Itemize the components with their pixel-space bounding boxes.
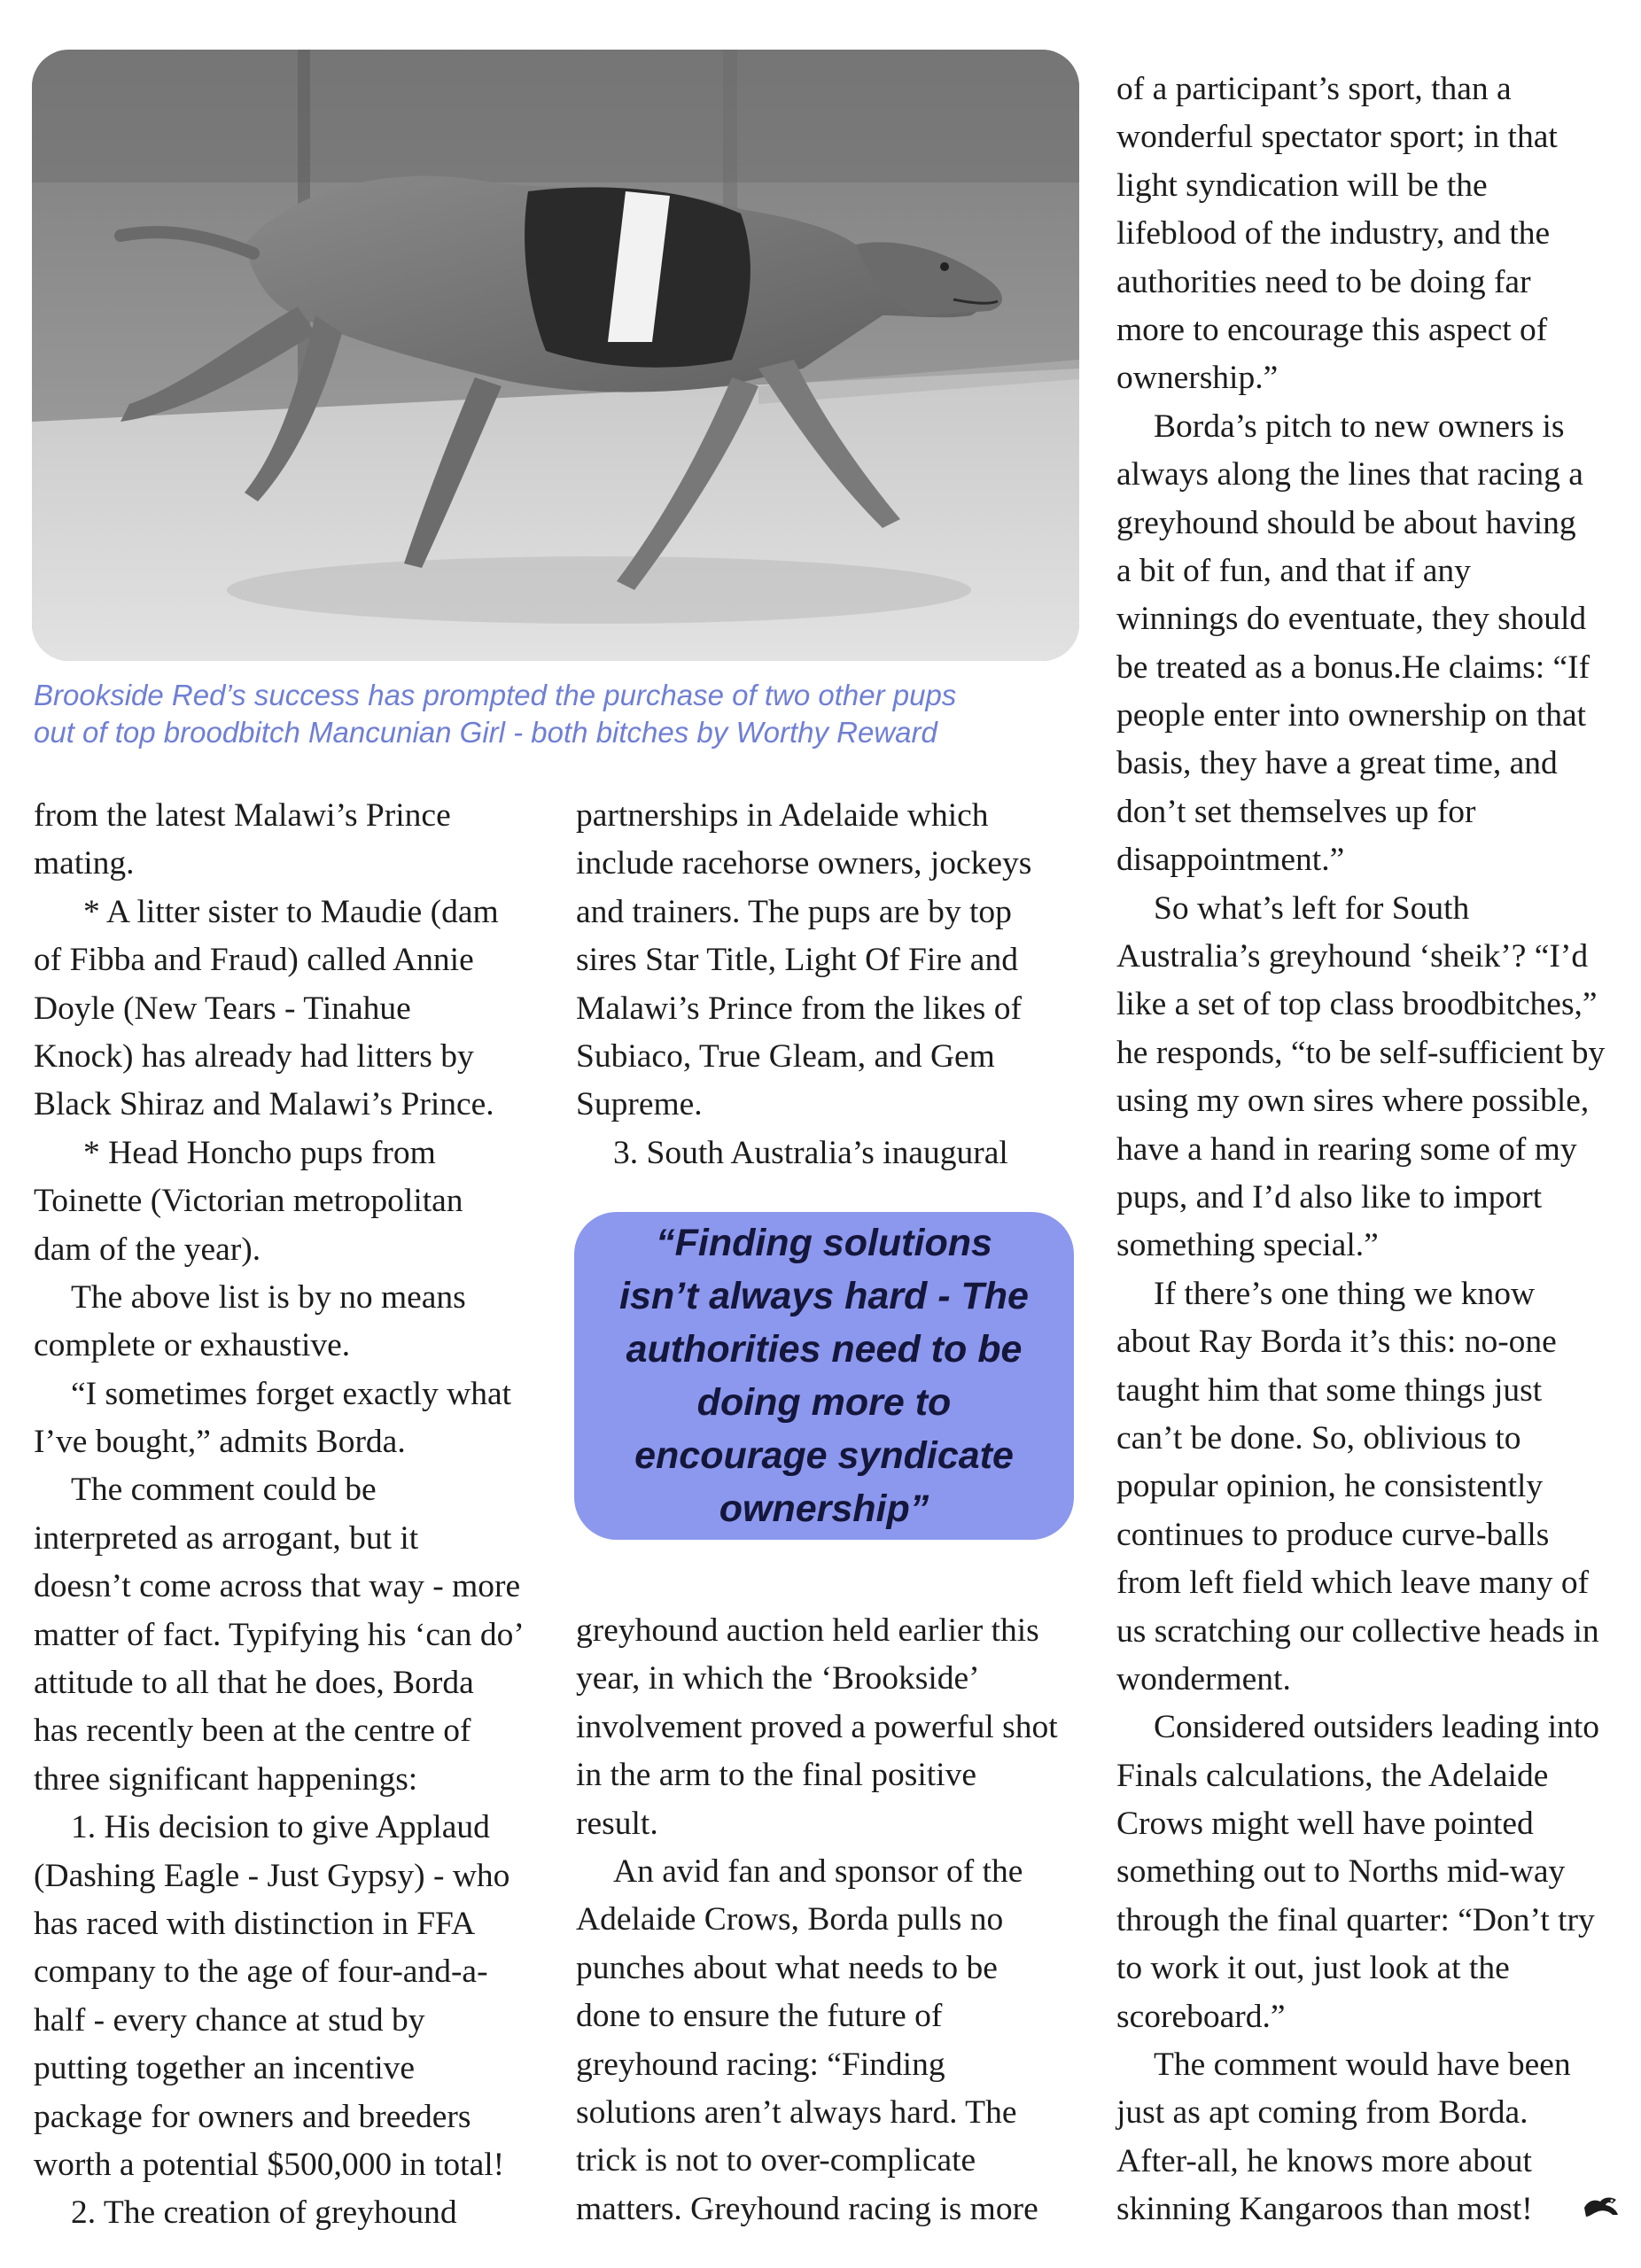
text-line: something special.”	[1116, 1227, 1379, 1264]
text-line: has recently been at the centre of	[34, 1713, 471, 1750]
text-line: doesn’t come across that way - more	[34, 1568, 521, 1605]
text-line: taught him that some things just	[1116, 1371, 1543, 1409]
text-line: Borda’s pitch to new owners is	[1154, 408, 1565, 445]
text-line: greyhound auction held earlier this	[576, 1612, 1039, 1649]
text-line: mating.	[34, 845, 135, 882]
caption-line: Brookside Red’s success has prompted the purchase of two other pups	[34, 679, 957, 711]
text-line: he responds, “to be self-sufficient by	[1116, 1034, 1606, 1071]
text-line: from the latest Malawi’s Prince	[34, 797, 451, 834]
text-line: Doyle (New Tears - Tinahue	[34, 990, 411, 1027]
pull-quote-line: ownership”	[719, 1487, 929, 1530]
greyhound-racing-illustration	[32, 50, 1079, 661]
text-line: sires Star Title, Light Of Fire and	[576, 942, 1018, 979]
text-line: half - every chance at stud by	[34, 2001, 425, 2039]
text-line: attitude to all that he does, Borda	[34, 1665, 474, 1702]
kangaroo-end-mark-icon	[1583, 2194, 1620, 2220]
text-line: always along the lines that racing a	[1116, 456, 1583, 493]
text-line: continues to produce curve-balls	[1116, 1516, 1550, 1553]
greyhound-photo	[32, 50, 1079, 661]
text-line: Supreme.	[576, 1086, 703, 1123]
text-line: Knock) has already had litters by	[34, 1037, 474, 1075]
text-line: and trainers. The pups are by top	[576, 893, 1012, 930]
text-line: scoreboard.”	[1116, 1998, 1286, 2035]
text-line: worth a potential $500,000 in total!	[34, 2146, 505, 2183]
article-column-1	[34, 792, 548, 2238]
text-line: light syndication will be the	[1116, 167, 1488, 204]
article-column-2-top	[576, 792, 1090, 1177]
text-line: Toinette (Victorian metropolitan	[34, 1183, 463, 1220]
text-line: Subiaco, True Gleam, and Gem	[576, 1037, 995, 1075]
text-line: 3. South Australia’s inaugural	[613, 1134, 1008, 1171]
pull-quote-line: “Finding solutions	[656, 1222, 992, 1264]
text-line: us scratching our collective heads in	[1116, 1612, 1599, 1650]
text-line: has raced with distinction in FFA	[34, 1905, 476, 1942]
text-line: pups, and I’d also like to import	[1116, 1178, 1543, 1216]
text-line: greyhound racing: “Finding	[576, 2046, 945, 2083]
text-line: ownership.”	[1116, 360, 1279, 397]
text-line: result.	[576, 1805, 658, 1842]
pull-quote-line: isn’t always hard - The	[619, 1275, 1029, 1317]
text-line: like a set of top class broodbitches,”	[1116, 986, 1598, 1023]
article-column-3	[1116, 66, 1622, 2234]
text-line: greyhound should be about having	[1116, 504, 1576, 541]
text-line: about Ray Borda it’s this: no-one	[1116, 1324, 1557, 1361]
pull-quote-line: doing more to	[696, 1381, 952, 1424]
text-line: something out to Norths mid-way	[1116, 1853, 1566, 1891]
text-line: Malawi’s Prince from the likes of	[576, 990, 1023, 1027]
text-line: wonderful spectator sport; in that	[1116, 119, 1558, 156]
text-line: a bit of fun, and that if any	[1116, 552, 1471, 589]
text-line: year, in which the ‘Brookside’	[576, 1660, 980, 1697]
text-line: Black Shiraz and Malawi’s Prince.	[34, 1086, 494, 1123]
text-line: matter of fact. Typifying his ‘can do’	[34, 1616, 525, 1653]
text-line: in the arm to the final positive	[576, 1757, 976, 1794]
text-line: of Fibba and Fraud) called Annie	[34, 942, 474, 979]
text-line: 2. The creation of greyhound	[71, 2194, 457, 2232]
text-line: (Dashing Eagle - Just Gypsy) - who	[34, 1857, 510, 1894]
text-line: The comment would have been	[1154, 2047, 1571, 2084]
text-line: The comment could be	[71, 1472, 377, 1509]
text-line: “I sometimes forget exactly what	[71, 1375, 512, 1412]
text-line: using my own sires where possible,	[1116, 1083, 1590, 1120]
caption-line: out of top broodbitch Mancunian Girl - both bitches by Worthy Reward	[34, 716, 937, 749]
text-line: * A litter sister to Maudie (dam	[83, 893, 499, 930]
text-line: partnerships in Adelaide which	[576, 797, 989, 834]
text-line: trick is not to over-complicate	[576, 2142, 976, 2179]
text-line: skinning Kangaroos than most!	[1116, 2191, 1533, 2228]
text-line: I’ve bought,” admits Borda.	[34, 1424, 406, 1461]
text-line: just as apt coming from Borda.	[1116, 2094, 1528, 2132]
text-line: disappointment.”	[1116, 842, 1345, 879]
text-line: dam of the year).	[34, 1231, 261, 1268]
text-line: have a hand in rearing some of my	[1116, 1130, 1577, 1168]
text-line: interpreted as arrogant, but it	[34, 1519, 419, 1557]
text-line: be treated as a bonus.He claims: “If	[1116, 649, 1590, 686]
text-line: * Head Honcho pups from	[83, 1134, 436, 1171]
photo-caption	[34, 677, 1079, 751]
pull-quote-box	[574, 1212, 1074, 1540]
text-line: company to the age of four-and-a-	[34, 1953, 488, 1991]
text-line: don’t set themselves up for	[1116, 793, 1476, 830]
text-line: If there’s one thing we know	[1154, 1275, 1536, 1312]
text-line: Finals calculations, the Adelaide	[1116, 1757, 1549, 1794]
text-line: done to ensure the future of	[576, 1998, 943, 2035]
text-line: The above list is by no means	[71, 1278, 466, 1316]
text-line: of a participant’s sport, than a	[1116, 71, 1512, 107]
text-line: to work it out, just look at the	[1116, 1950, 1510, 1987]
text-line: complete or exhaustive.	[34, 1327, 351, 1364]
text-line: include racehorse owners, jockeys	[576, 845, 1032, 882]
text-line: from left field which leave many of	[1116, 1565, 1590, 1602]
text-line: people enter into ownership on that	[1116, 697, 1587, 734]
text-line: 1. His decision to give Applaud	[71, 1809, 490, 1846]
text-line: wonderment.	[1116, 1660, 1291, 1697]
text-line: three significant happenings:	[34, 1760, 418, 1798]
article-column-2-bottom	[576, 1607, 1090, 2233]
text-line: package for owners and breeders	[34, 2098, 471, 2135]
text-line: Considered outsiders leading into	[1154, 1709, 1600, 1746]
text-line: Adelaide Crows, Borda pulls no	[576, 1901, 1004, 1938]
text-line: solutions aren’t always hard. The	[576, 2093, 1017, 2131]
pull-quote-line: encourage syndicate	[634, 1434, 1014, 1477]
text-line: involvement proved a powerful shot	[576, 1708, 1058, 1745]
text-line: through the final quarter: “Don’t try	[1116, 1901, 1595, 1938]
text-line: Australia’s greyhound ‘sheik’? “I’d	[1116, 938, 1589, 975]
text-line: An avid fan and sponsor of the	[613, 1852, 1023, 1890]
text-line: popular opinion, he consistently	[1116, 1468, 1544, 1505]
text-line: basis, they have a great time, and	[1116, 745, 1558, 782]
text-line: lifeblood of the industry, and the	[1116, 215, 1551, 252]
text-line: So what’s left for South	[1154, 889, 1470, 927]
pull-quote-line: authorities need to be	[626, 1328, 1023, 1371]
text-line: putting together an incentive	[34, 2050, 416, 2087]
text-line: punches about what needs to be	[576, 1949, 998, 1986]
text-line: Crows might well have pointed	[1116, 1806, 1534, 1843]
text-line: After-all, he knows more about	[1116, 2142, 1532, 2179]
text-line: winnings do eventuate, they should	[1116, 601, 1587, 638]
text-line: more to encourage this aspect of	[1116, 311, 1548, 348]
text-line: authorities need to be doing far	[1116, 263, 1531, 300]
text-line: matters. Greyhound racing is more	[576, 2190, 1038, 2227]
text-line: can’t be done. So, oblivious to	[1116, 1419, 1521, 1456]
